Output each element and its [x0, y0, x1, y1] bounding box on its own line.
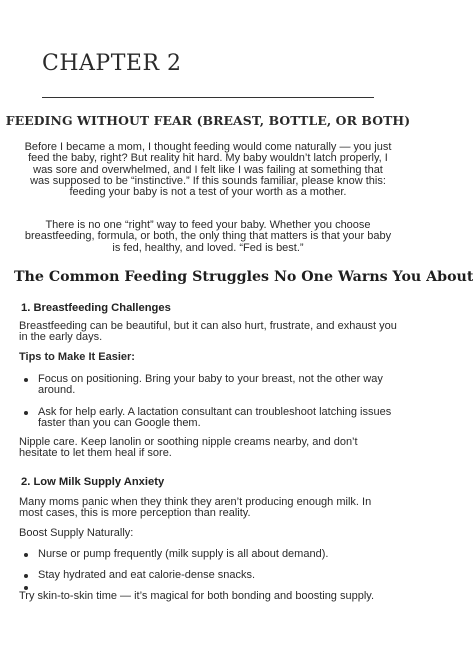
- breastfeeding-intro: Breastfeeding can be beautiful, but it can also hurt, frustrate, and exhaust you in the early days.: [19, 320, 397, 344]
- list-item: Stay hydrated and eat calorie-dense snacks.: [19, 570, 395, 581]
- low-supply-heading: 2. Low Milk Supply Anxiety: [21, 476, 165, 488]
- list-item: Ask for help early. A lactation consultant can troubleshoot latching issues faster than you can Google them.: [19, 407, 395, 430]
- chapter-divider: [42, 97, 374, 98]
- breastfeeding-tips-list: [19, 374, 395, 429]
- bullet-icon: [24, 411, 28, 415]
- skin-to-skin-text: Try skin-to-skin time — it’s magical for both bonding and boosting supply.: [19, 590, 375, 602]
- struggles-heading: The Common Feeding Struggles No One Warns You About: [14, 269, 473, 285]
- boost-supply-label: Boost Supply Naturally:: [19, 527, 134, 539]
- list-item: Nurse or pump frequently (milk supply is all about demand).: [19, 549, 395, 560]
- low-supply-intro: Many moms panic when they think they aren’t producing enough milk. In most cases, this is more perception than reality.: [19, 496, 372, 520]
- nipple-care-text: Nipple care. Keep lanolin or soothing nipple creams nearby, and don’t hesitate to let them heal if sore.: [19, 436, 358, 460]
- breastfeeding-heading: 1. Breastfeeding Challenges: [21, 302, 171, 314]
- bullet-icon: [24, 553, 28, 557]
- list-item: Focus on positioning. Bring your baby to your breast, not the other way around.: [19, 374, 395, 397]
- intro-paragraph-2: There is no one “right” way to feed your baby. Whether you choose breastfeeding, formula, or both, the only thing that matters is that your baby is fed, healthy, and loved. “Fed is best.”: [24, 219, 392, 254]
- bullet-icon: [24, 574, 28, 578]
- tips-label: Tips to Make It Easier:: [19, 351, 135, 363]
- bullet-icon: [24, 378, 28, 382]
- chapter-label: CHAPTER 2: [42, 51, 182, 76]
- boost-supply-list: [19, 549, 395, 582]
- section-title: FEEDING WITHOUT FEAR (BREAST, BOTTLE, OR BOTH): [5, 113, 411, 128]
- intro-paragraph-1: Before I became a mom, I thought feeding would come naturally — you just feed the baby, right? But reality hit hard. My baby wouldn’t latch properly, I was sore and overwhelmed, and I felt like I was failing at something that was supposed to be “instinctive.” If this sounds familiar, please know this: feeding your baby is not a test of your worth as a mother.: [24, 141, 392, 199]
